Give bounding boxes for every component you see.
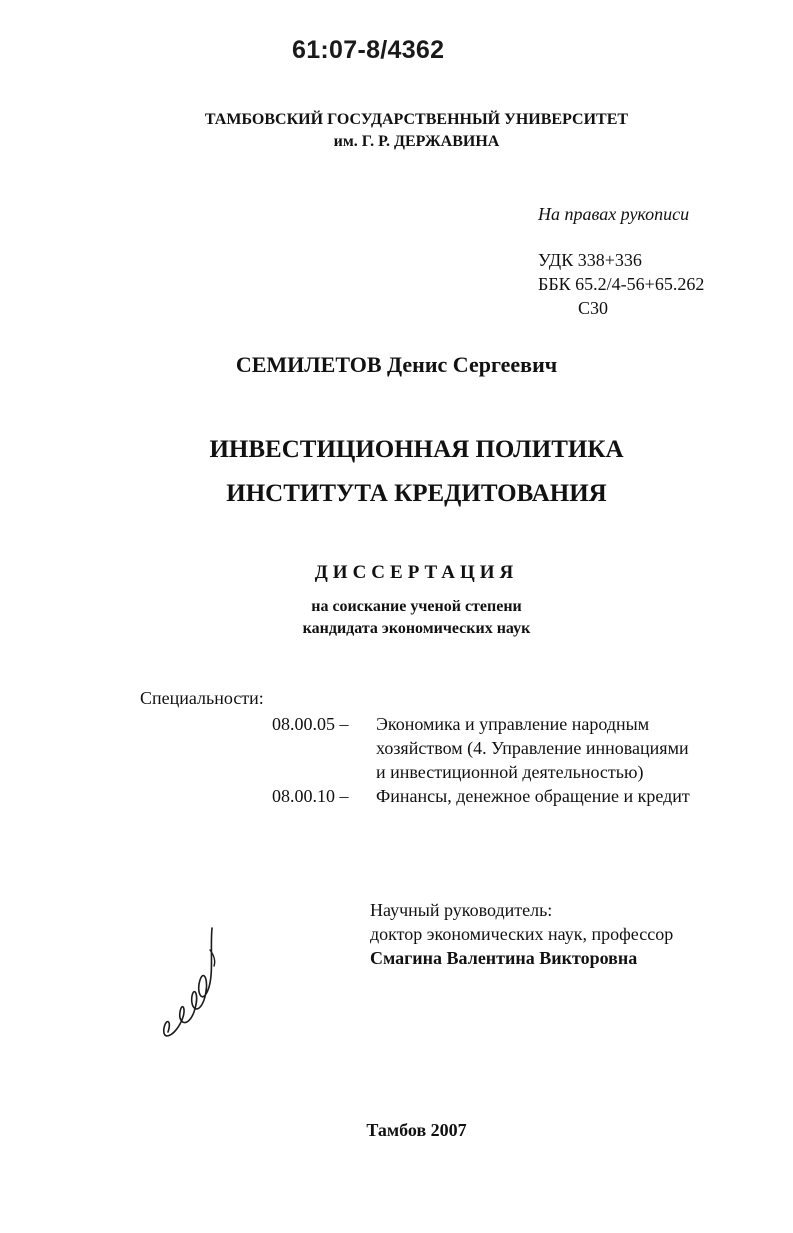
university-subtitle: им. Г. Р. ДЕРЖАВИНА [333,133,500,150]
specialty-description: Финансы, денежное обращение и кредит [376,786,690,806]
specialty-code: 08.00.10 – [272,786,349,806]
archive-code-stamp: 61:07-8/4362 [292,36,445,64]
rights-note: На правах рукописи [538,204,690,224]
supervisor-degree: доктор экономических наук, профессор [370,924,674,944]
bbk-code: ББК 65.2/4-56+65.262 [538,274,705,294]
specialty-description: хозяйством (4. Управление инновациями [376,738,689,758]
degree-line-1: на соискание ученой степени [311,598,522,615]
specialty-code: 08.00.05 – [272,714,349,734]
supervisor-name: Смагина Валентина Викторовна [370,948,638,968]
supervisor-label: Научный руководитель: [370,900,553,920]
place-and-year: Тамбов 2007 [366,1120,467,1140]
author-given-names: Денис Сергеевич [387,352,558,377]
dissertation-title-line-2: ИНСТИТУТА КРЕДИТОВАНИЯ [226,480,607,507]
specialty-description: и инвестиционной деятельностью) [376,762,644,782]
university-name: ТАМБОВСКИЙ ГОСУДАРСТВЕННЫЙ УНИВЕРСИТЕТ [204,111,629,128]
author-index: С30 [578,298,609,318]
degree-line-2: кандидата экономических наук [302,620,531,637]
author-surname: СЕМИЛЕТОВ [235,352,382,377]
dissertation-title-line-1: ИНВЕСТИЦИОННАЯ ПОЛИТИКА [209,436,624,463]
udk-code: УДК 338+336 [538,250,642,270]
specialty-description: Экономика и управление народным [376,714,650,734]
handwritten-signature [150,920,230,1050]
work-type: ДИССЕРТАЦИЯ [314,562,519,583]
specialties-heading: Специальности: [140,688,264,708]
author-name [0,352,793,378]
